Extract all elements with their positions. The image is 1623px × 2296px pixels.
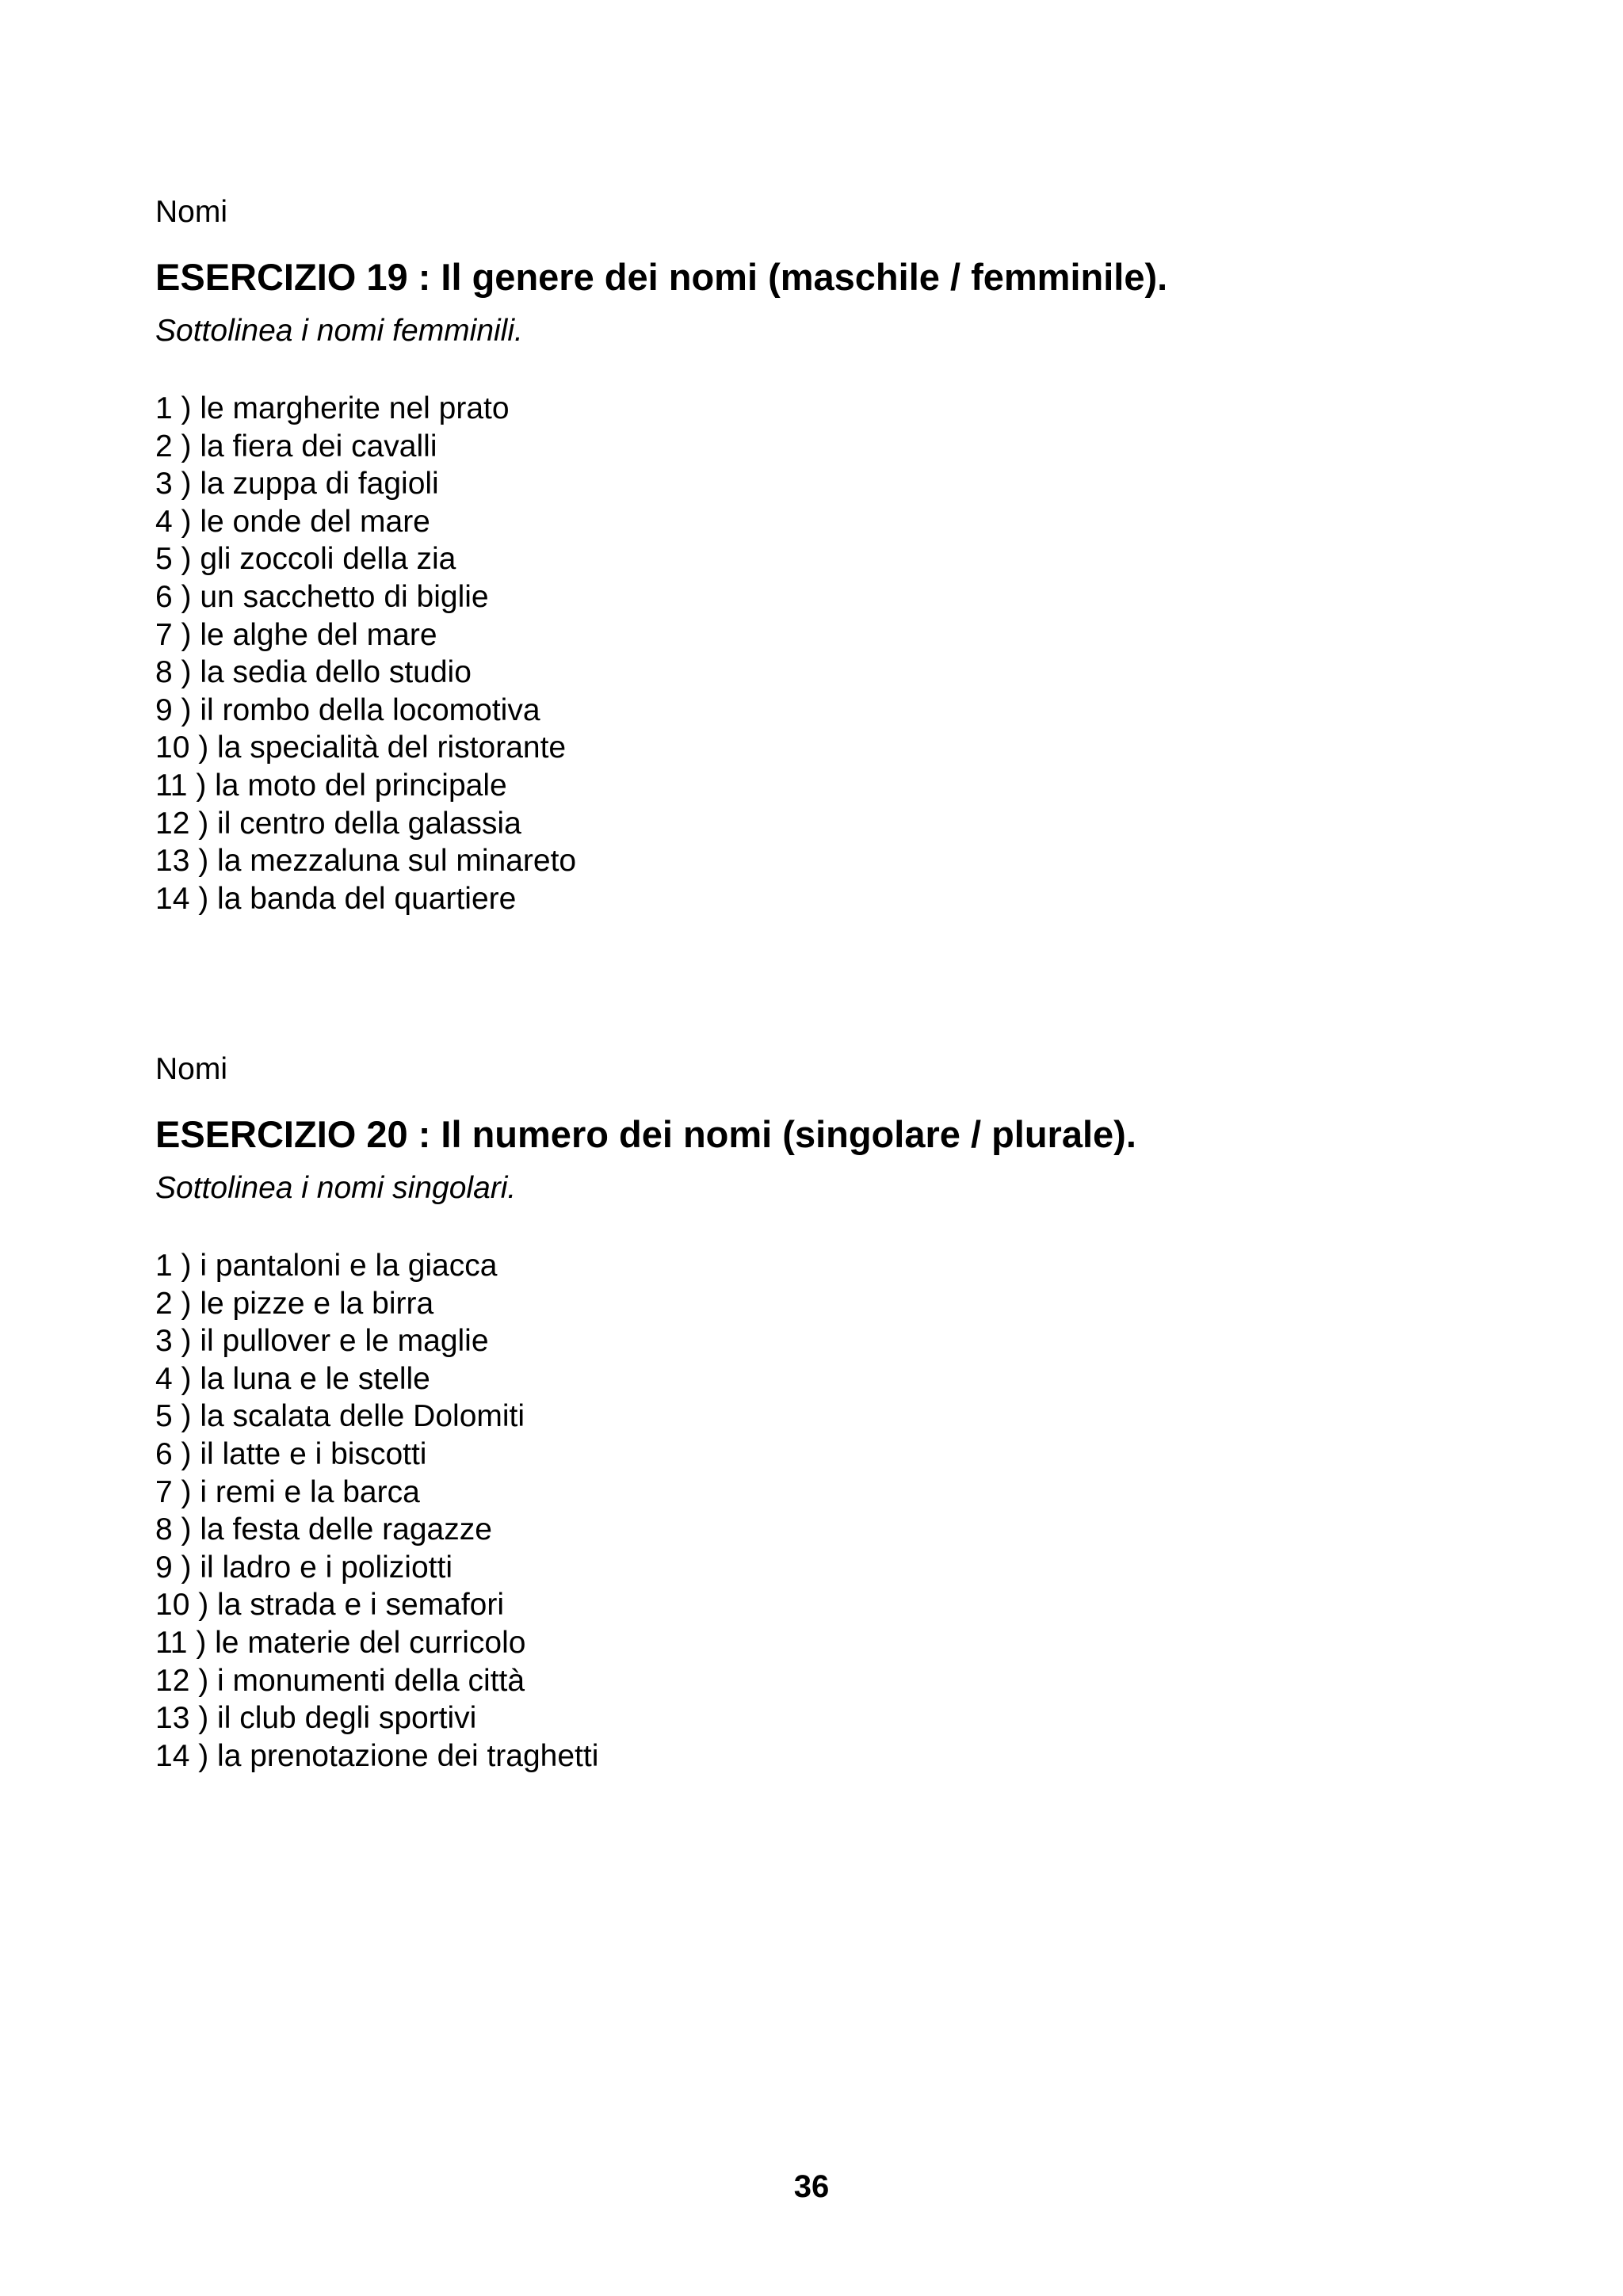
exercise-20-section xyxy=(155,1047,1503,1775)
list-item: 7 ) le alghe del mare xyxy=(155,617,437,652)
list-item: 10 ) la strada e i semafori xyxy=(155,1588,505,1623)
list-item: 9 ) il rombo della locomotiva xyxy=(155,692,540,727)
list-item: 8 ) la sedia dello studio xyxy=(155,655,472,690)
list-item: 5 ) gli zoccoli della zia xyxy=(155,542,456,577)
exercise-instruction: Sottolinea i nomi femminili. xyxy=(155,314,523,348)
list-item: 2 ) la fiera dei cavalli xyxy=(155,429,437,463)
exercise-title: ESERCIZIO 19 : Il genere dei nomi (maschile / femminile). xyxy=(155,256,1168,298)
list-item: 6 ) un sacchetto di biglie xyxy=(155,579,489,614)
list-item: 12 ) i monumenti della città xyxy=(155,1663,525,1698)
list-item: 2 ) le pizze e la birra xyxy=(155,1286,434,1321)
exercise-instruction: Sottolinea i nomi singolari. xyxy=(155,1171,517,1205)
page-number: 36 xyxy=(793,2169,830,2204)
exercise-title: ESERCIZIO 20 : Il numero dei nomi (singolare / plurale). xyxy=(155,1113,1136,1155)
list-item: 14 ) la banda del quartiere xyxy=(155,881,517,916)
list-item: 5 ) la scalata delle Dolomiti xyxy=(155,1399,525,1434)
list-item: 1 ) le margherite nel prato xyxy=(155,391,510,425)
section-label: Nomi xyxy=(155,1052,228,1086)
section-label: Nomi xyxy=(155,195,228,229)
list-item: 3 ) il pullover e le maglie xyxy=(155,1324,489,1359)
list-item: 9 ) il ladro e i poliziotti xyxy=(155,1550,453,1585)
list-item: 11 ) la moto del principale xyxy=(155,768,507,803)
list-item: 14 ) la prenotazione dei traghetti xyxy=(155,1738,599,1773)
list-item: 4 ) la luna e le stelle xyxy=(155,1361,430,1396)
list-item: 10 ) la specialità del ristorante xyxy=(155,730,567,765)
exercise-items-list xyxy=(155,390,1503,917)
list-item: 13 ) la mezzaluna sul minareto xyxy=(155,844,577,879)
list-item: 13 ) il club degli sportivi xyxy=(155,1701,477,1736)
exercise-19-section xyxy=(155,190,1503,917)
exercise-items-list xyxy=(155,1247,1503,1775)
list-item: 8 ) la festa delle ragazze xyxy=(155,1512,492,1547)
list-item: 3 ) la zuppa di fagioli xyxy=(155,467,439,502)
list-item: 1 ) i pantaloni e la giacca xyxy=(155,1249,498,1283)
list-item: 11 ) le materie del curricolo xyxy=(155,1625,526,1660)
list-item: 7 ) i remi e la barca xyxy=(155,1474,420,1509)
list-item: 4 ) le onde del mare xyxy=(155,504,430,539)
list-item: 6 ) il latte e i biscotti xyxy=(155,1436,427,1471)
list-item: 12 ) il centro della galassia xyxy=(155,806,521,841)
